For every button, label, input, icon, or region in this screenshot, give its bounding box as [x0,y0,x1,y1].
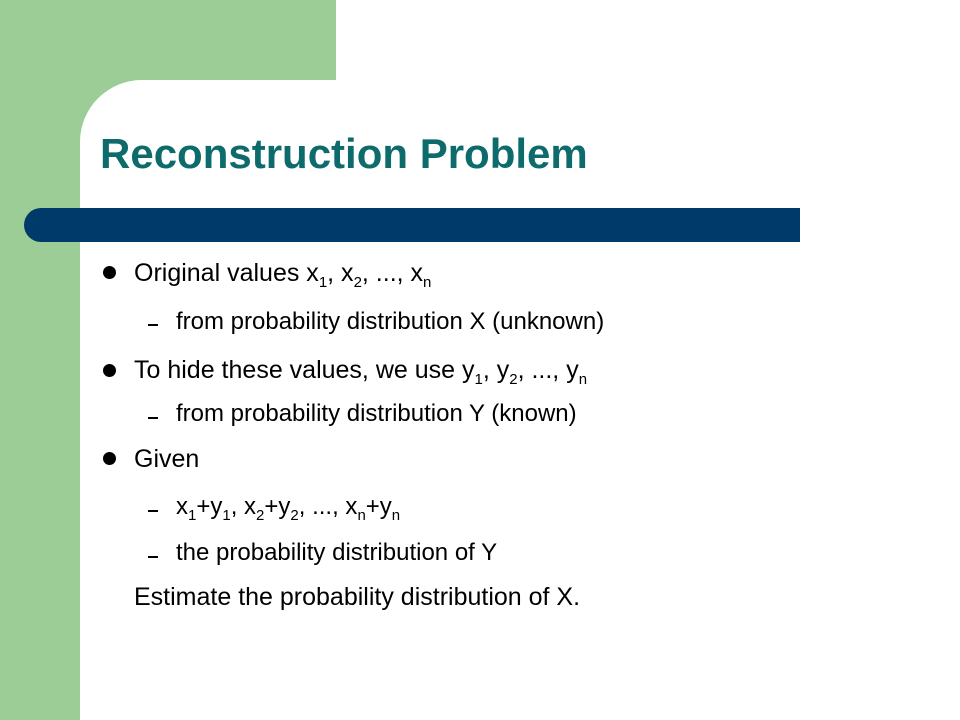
text-part: , ..., y [517,356,579,384]
subscript: n [391,507,401,524]
text-part: +y [196,493,223,520]
bullet-given: Given [134,445,200,473]
dash-marker [148,556,158,558]
title-underline-bar [24,208,800,242]
dash-marker [148,510,158,512]
dash-marker [148,324,158,326]
text-part: , ..., x [298,493,358,520]
subscript: 1 [188,507,197,524]
text-part: , x [230,493,257,520]
subbullet-distribution-of-y: the probability distribution of Y [176,539,498,566]
subscript: 1 [318,274,328,291]
subscript: 2 [290,507,299,524]
conclusion-text: Estimate the probability distribution of X. [134,583,581,611]
subbullet-distribution-y: from probability distribution Y (known) [176,400,577,427]
dash-marker [148,417,158,419]
text-part: , x [327,259,354,287]
text-part: To hide these values, we use y [134,356,475,384]
text-part: +y [365,493,392,520]
subbullet-distribution-x: from probability distribution X (unknown) [176,308,605,335]
text-part: Original values x [134,259,319,287]
slide-title: Reconstruction Problem [100,130,588,177]
bullet-dot [103,452,116,465]
subscript: 2 [256,507,265,524]
text-part: , ..., x [361,259,424,287]
subscript: 2 [509,371,518,388]
bullet-original-values [134,259,432,291]
text-part: x [176,493,188,520]
text-part: +y [264,493,291,520]
subbullet-sums [176,493,401,524]
subscript: 1 [222,507,231,524]
subscript: n [357,507,366,524]
bullet-dot [103,266,116,279]
bullet-dot [103,364,116,377]
subscript: n [578,371,588,388]
subscript: 2 [353,274,362,291]
bullet-hide-values [134,356,588,388]
text-part: , y [482,356,510,384]
subscript: n [423,274,432,291]
subscript: 1 [474,371,483,388]
